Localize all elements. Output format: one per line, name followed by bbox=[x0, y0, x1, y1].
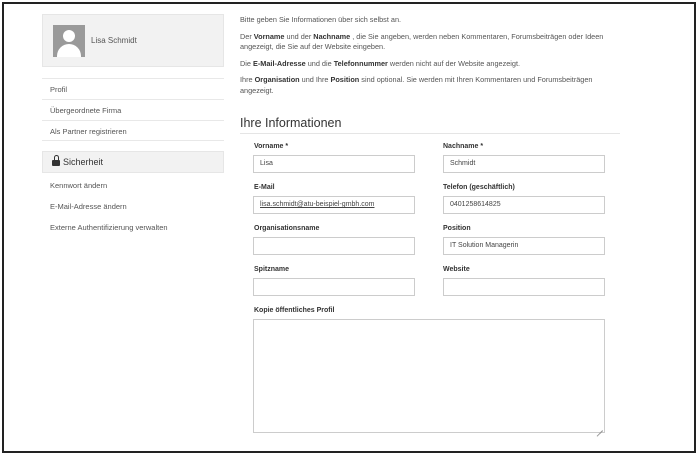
security-nav bbox=[42, 175, 224, 238]
sidebar-nav bbox=[42, 78, 224, 141]
sidebar-item-change-password[interactable]: Kennwort ändern bbox=[50, 181, 108, 190]
sidebar-item-partner-register[interactable]: Als Partner registrieren bbox=[42, 120, 224, 141]
resize-handle-icon[interactable] bbox=[597, 425, 603, 431]
intro-paragraph-name: Der Vorname und der Nachname , die Sie angeben, werden neben Kommentaren, Forumsbeiträgen oder Ideen angezeigt, die Sie auf der Website eingeben. bbox=[240, 31, 604, 51]
website-label: Website bbox=[443, 266, 470, 273]
section-title: Ihre Informationen bbox=[240, 116, 620, 134]
profile-name: Lisa Schmidt bbox=[91, 36, 137, 45]
phone-input[interactable]: 0401258614825 bbox=[443, 196, 605, 214]
nickname-input[interactable] bbox=[253, 278, 415, 296]
sidebar-item-parent-company[interactable]: Übergeordnete Firma bbox=[42, 99, 224, 120]
security-heading bbox=[42, 151, 224, 173]
firstname-input[interactable]: Lisa bbox=[253, 155, 415, 173]
nickname-label: Spitzname bbox=[254, 266, 290, 273]
phone-label: Telefon (geschäftlich) bbox=[443, 184, 515, 191]
bio-label: Kopie öffentliches Profil bbox=[254, 307, 335, 314]
email-label: E-Mail bbox=[254, 184, 275, 191]
intro-paragraph-org: Ihre Organisation und Ihre Position sind optional. Sie werden mit Ihren Kommentaren und Forumsbeiträgen angezeigt. bbox=[240, 75, 593, 95]
firstname-label: Vorname * bbox=[254, 143, 289, 150]
avatar-icon bbox=[53, 25, 85, 57]
email-input[interactable]: lisa.schmidt@atu-beispiel-gmbh.com bbox=[253, 196, 415, 214]
intro-text bbox=[240, 15, 625, 102]
security-heading-label: Sicherheit bbox=[63, 157, 104, 167]
organization-label: Organisationsname bbox=[254, 225, 320, 232]
lastname-input[interactable]: Schmidt bbox=[443, 155, 605, 173]
lock-icon bbox=[52, 158, 60, 166]
bio-textarea[interactable] bbox=[253, 319, 605, 433]
lastname-label: Nachname * bbox=[443, 143, 484, 150]
organization-input[interactable] bbox=[253, 237, 415, 255]
sidebar-item-external-auth[interactable]: Externe Authentifizierung verwalten bbox=[50, 223, 168, 232]
profile-card bbox=[42, 14, 224, 67]
position-input[interactable]: IT Solution Managerin bbox=[443, 237, 605, 255]
website-input[interactable] bbox=[443, 278, 605, 296]
intro-line: Bitte geben Sie Informationen über sich selbst an. bbox=[240, 15, 402, 24]
sidebar-item-change-email[interactable]: E-Mail-Adresse ändern bbox=[50, 202, 127, 211]
position-label: Position bbox=[443, 225, 471, 232]
sidebar-item-profil[interactable]: Profil bbox=[42, 78, 224, 99]
intro-paragraph-contact: Die E-Mail-Adresse und die Telefonnummer werden nicht auf der Website angezeigt. bbox=[240, 58, 521, 68]
